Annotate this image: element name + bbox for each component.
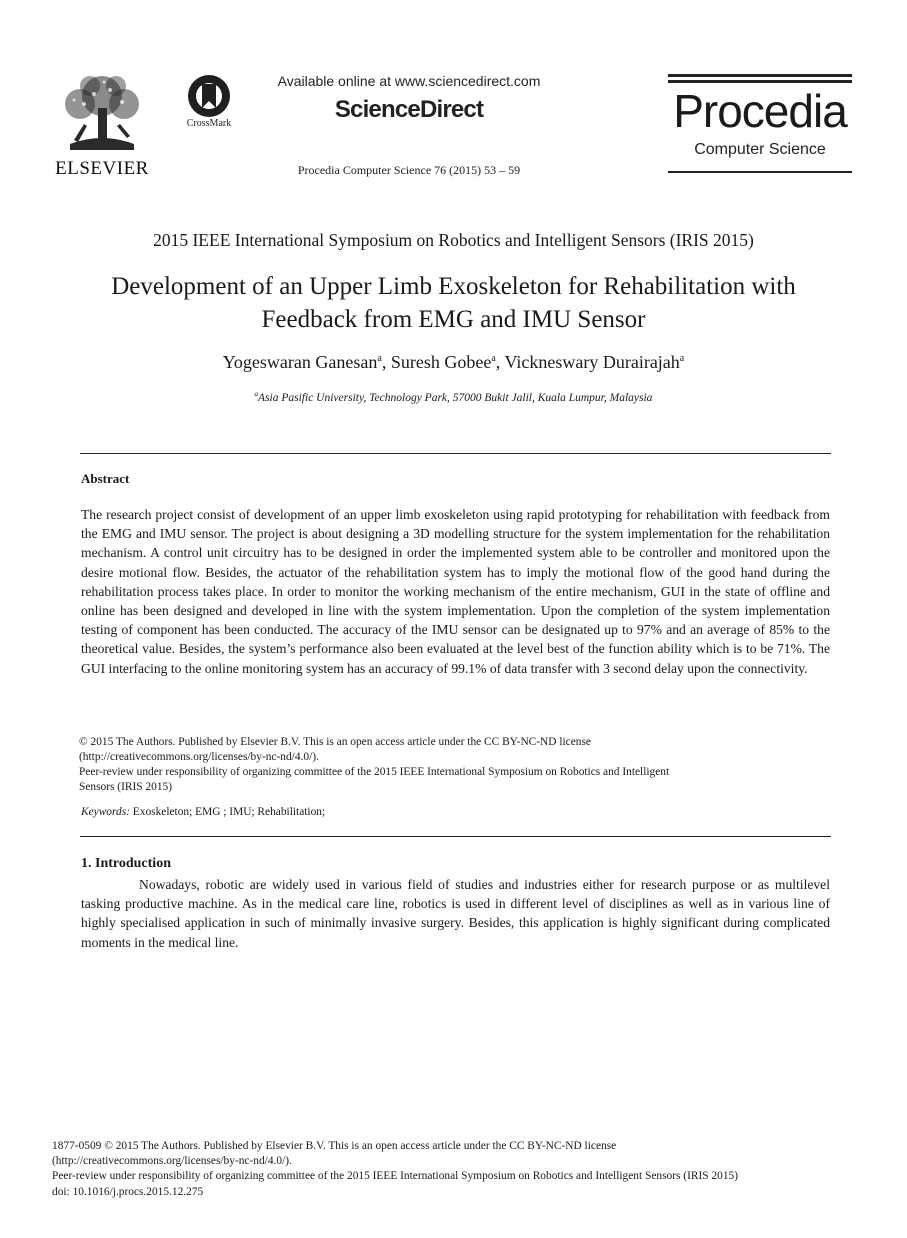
crossmark-logo[interactable] [178,74,240,134]
introduction-body: Nowadays, robotic are widely used in various field of studies and industries either for research purpose or as multilevel tasking productive machine. As in the medical care line, robotics is used in different level of disciplines as well as in various line of highly specialised application in such of minimally invasive surgery. Besides, this application is highly significant during complicated moments in the medical line. [81,877,830,950]
footer-notice [52,1139,862,1200]
procedia-subtitle: Computer Science [694,141,826,158]
license-line: Peer-review under responsibility of organizing committee of the 2015 IEEE International Symposium on Robotics and Intelligent [79,766,670,778]
introduction-heading: 1. Introduction [81,856,171,871]
author-list [40,352,867,373]
title-line: Feedback from EMG and IMU Sensor [261,306,646,333]
procedia-second-rule [668,80,852,83]
affiliation-text: Asia Pasific University, Technology Park, 57000 Bukit Jalil, Kuala Lumpur, Malaysia [258,392,653,404]
doi-link[interactable]: doi: 10.1016/j.procs.2015.12.275 [52,1185,204,1198]
sciencedirect-wordmark: ScienceDirect [334,96,484,123]
crossmark-icon [187,74,231,118]
author-name: Yogeswaran Ganesan [222,352,378,372]
title-line: Development of an Upper Limb Exoskeleton for Rehabilitation with [111,273,796,300]
elsevier-tree-icon [60,74,144,152]
keywords-label: Keywords: [81,806,130,818]
paper-title [60,270,847,336]
author-name: Suresh Gobee [390,352,492,372]
abstract-heading: Abstract [81,471,130,486]
keywords-text: Exoskeleton; EMG ; IMU; Rehabilitation; [129,806,326,818]
conference-name: 2015 IEEE International Symposium on Robotics and Intelligent Sensors (IRIS 2015) [153,230,754,250]
affiliation-mark: a [679,353,685,364]
affiliation-mark: a [377,353,382,364]
procedia-top-rule [668,74,852,77]
crossmark-label: CrossMark [186,118,232,129]
author-separator: , [495,352,505,372]
affiliation-mark: a [491,353,496,364]
footer-link[interactable]: (http://creativecommons.org/licenses/by-nc-nd/4.0/). [52,1155,292,1168]
journal-citation: Procedia Computer Science 76 (2015) 53 – 59 [297,163,521,177]
footer-line: Peer-review under responsibility of organizing committee of the 2015 IEEE International Symposium on Robotics and Intelligent Sensors (IRIS 2015) [52,1170,739,1183]
affiliation-mark: a [254,390,259,398]
divider [80,836,831,837]
footer-line: 1877-0509 © 2015 The Authors. Published by Elsevier B.V. This is an open access article under the CC BY-NC-ND license [52,1140,617,1152]
license-line: © 2015 The Authors. Published by Elsevier B.V. This is an open access article under the CC BY-NC-ND license [79,736,591,748]
author-separator: , [381,352,391,372]
divider [80,453,831,454]
available-online-text: Available online at www.sciencedirect.com [277,73,541,89]
author-name: Vickneswary Durairajah [504,352,680,372]
procedia-logo [668,74,852,176]
license-notice [79,735,799,795]
abstract-body: The research project consist of development of an upper limb exoskeleton using rapid prototyping for rehabilitation with feedback from the EMG and IMU sensor. The project is about designing a 3D modelling structure for the system implementation for the rehabilitation mechanism. A control unit circuitry has to be designed in order the implemented system able to be controller and monitored upon the desire motional flow. Besides, the actuator of the rehabilitation system has to imply the motional flow of the good hand during the rehabilitation process takes place. In order to monitor the working mechanism of the entire mechanism, GUI in the state of offline and online has been designed and developed in line with the system implementation. Upon the completion of the system implementation testing of component has been conducted. The accuracy of the IMU sensor can be designated up to 97% and an average of 85% to the theoretical value. Besides, the system’s performance also been evaluated at the level best of the function ability which is to be 71%. The GUI interfacing to the online monitoring system has an accuracy of 99.1% of data transfer with 3 second delay upon the connectivity. [81,507,830,676]
procedia-bottom-rule [668,171,852,173]
elsevier-wordmark: ELSEVIER [55,158,149,179]
procedia-wordmark: Procedia [673,85,847,137]
license-line: Sensors (IRIS 2015) [79,781,173,793]
license-link[interactable]: (http://creativecommons.org/licenses/by-nc-nd/4.0/). [79,751,319,763]
elsevier-logo [52,74,152,180]
affiliation [40,390,867,404]
keywords [81,806,801,818]
